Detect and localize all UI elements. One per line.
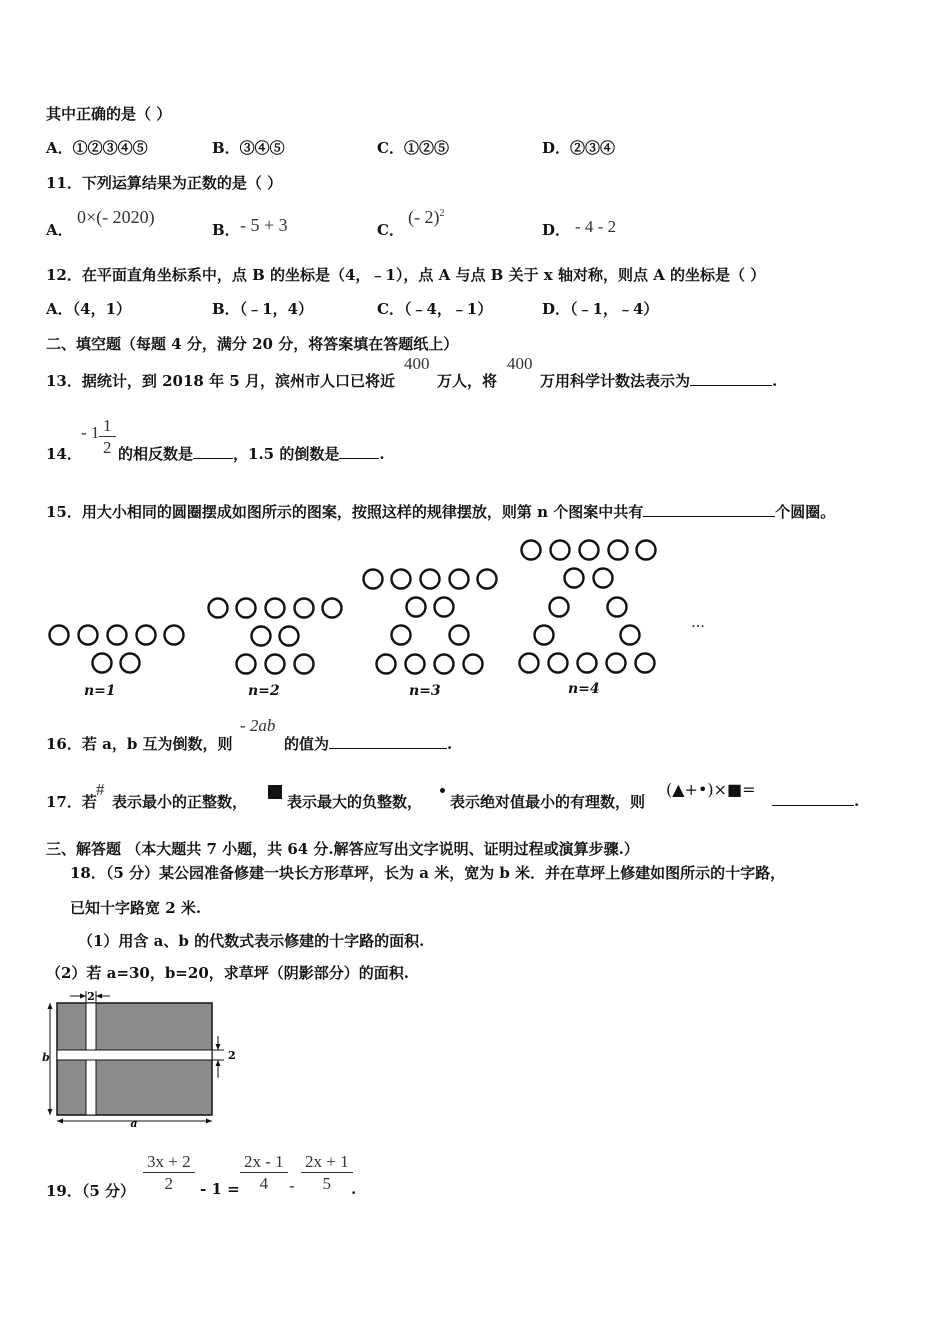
- q12-option-b: B．（﹣1，4）: [212, 300, 314, 318]
- q19-minus-one-equals: - 1 =: [200, 1180, 240, 1198]
- q12-stem: 12．在平面直角坐标系中，点 B 的坐标是（4，﹣1），点 A 与点 B 关于 x 轴对称，则点 A 的坐标是（ ）: [46, 266, 766, 284]
- q11-expr-a: 0×(- 2020): [77, 207, 155, 227]
- pattern-n2: [209, 599, 342, 674]
- q17-label: 17．若: [46, 793, 97, 811]
- q13-number-1: 400: [404, 354, 430, 373]
- pattern-n4: [520, 541, 656, 673]
- circle-pattern-figure: [40, 530, 740, 710]
- q18-subquestion-2: （2）若 a=30，b=20，求草坪（阴影部分）的面积.: [46, 964, 409, 982]
- caption-n3: n=3: [409, 683, 441, 699]
- dim-top-label: 2: [87, 990, 95, 1003]
- section-3-heading: 三、解答题 （本大题共 7 小题，共 64 分.解答应写出文字说明、证明过程或演算步骤.）: [46, 840, 639, 858]
- q14-label: 14．: [46, 445, 82, 463]
- q13-answer-blank: [690, 371, 772, 386]
- q10-option-a: A．①②③④⑤: [46, 139, 148, 157]
- caption-n2: n=2: [248, 683, 280, 699]
- caption-n1: n=1: [84, 683, 116, 699]
- q18-stem-line-2: 已知十字路宽 2 米.: [70, 899, 202, 917]
- q18-stem-line-1: 18．（5 分）某公园准备修建一块长方形草坪，长为 a 米，宽为 b 米．并在草坪上修建如图所示的十字路，: [70, 864, 786, 882]
- q13-text-1: 13．据统计，到 2018 年 5 月，滨州市人口已将近: [46, 372, 395, 390]
- dim-bottom-label: a: [130, 1117, 138, 1128]
- hash-symbol: #: [96, 780, 105, 799]
- q11-label-b: B．: [212, 221, 240, 239]
- pattern-n1: [50, 626, 184, 673]
- q19-fraction-1: $\frac{3x + 2}{2}$: [143, 1152, 195, 1195]
- q15-text: 15．用大小相同的圆圈摆成如图所示的图案，按照这样的规律摆放，则第 n 个图案中共有 个圆圈。: [46, 503, 836, 521]
- q11-stem: 11．下列运算结果为正数的是（ ）: [46, 174, 283, 192]
- q11-expr-c: (- 2)$^2$: [408, 207, 445, 227]
- q12-option-d: D．（﹣1，﹣4）: [542, 300, 659, 318]
- q19-minus: -: [289, 1176, 295, 1195]
- q11-label-d: D．: [542, 221, 571, 239]
- q14-fraction: $\frac{1}{2}$: [99, 416, 116, 459]
- q11-expr-b: - 5 + 3: [240, 215, 288, 235]
- q19-fraction-2: $\frac{2x - 1}{4}$: [240, 1152, 288, 1195]
- lawn-cross-road-figure: [42, 988, 242, 1128]
- dot-icon: [440, 788, 445, 793]
- black-square-icon: [268, 785, 282, 799]
- q19-label: 19．（5 分）: [46, 1182, 136, 1200]
- q16-text-1: 16．若 a，b 互为倒数，则: [46, 735, 233, 753]
- q10-option-b: B．③④⑤: [212, 139, 285, 157]
- q19-fraction-3: $\frac{2x + 1}{5}$: [301, 1152, 353, 1195]
- q12-option-a: A．（4，1）: [46, 300, 132, 318]
- q17-text-3: 表示绝对值最小的有理数，则: [450, 793, 646, 811]
- q11-label-c: C．: [377, 221, 404, 239]
- q14-text: 的相反数是 ，1.5 的倒数是 .: [118, 445, 385, 463]
- q12-option-c: C．（﹣4，﹣1）: [377, 300, 493, 318]
- q15-answer-blank: [643, 502, 775, 517]
- q11-expr-d: - 4 - 2: [575, 217, 617, 236]
- q19-end: .: [351, 1180, 357, 1198]
- dim-right-label: 2: [228, 1049, 236, 1062]
- q16-expr: - 2ab: [240, 716, 276, 735]
- caption-n4: n=4: [568, 681, 600, 697]
- q11-label-a: A．: [46, 221, 73, 239]
- q14-blank-2: [339, 444, 379, 459]
- q13-text-2: 万人，将: [437, 372, 498, 390]
- q14-mixed-whole: - 1: [81, 423, 100, 442]
- q10-option-c: C．①②⑤: [377, 139, 449, 157]
- q10-stem: 其中正确的是（ ）: [46, 105, 172, 123]
- pattern-n3: [364, 570, 497, 674]
- q13-number-2: 400: [507, 354, 533, 373]
- q18-subquestion-1: （1）用含 a、b 的代数式表示修建的十字路的面积.: [78, 932, 425, 950]
- pattern-ellipsis: …: [691, 615, 705, 631]
- q17-answer-blank: [772, 791, 854, 806]
- section-2-heading: 二、填空题（每题 4 分，满分 20 分，将答案填在答题纸上）: [46, 335, 459, 353]
- horizontal-road: [57, 1050, 212, 1060]
- q17-expr: (▲+•)×■=: [666, 780, 756, 799]
- q13-text-3: 万用科学计数法表示为 .: [540, 372, 778, 390]
- q10-option-d: D．②③④: [542, 139, 616, 157]
- q16-answer-blank: [329, 734, 447, 749]
- q14-blank-1: [193, 444, 233, 459]
- q17-text-2: 表示最大的负整数，: [287, 793, 423, 811]
- dim-left-label: b: [42, 1051, 50, 1064]
- q17-text-1: 表示最小的正整数，: [112, 793, 248, 811]
- q17-answer: .: [772, 791, 859, 810]
- q16-text-2: 的值为 .: [284, 735, 453, 753]
